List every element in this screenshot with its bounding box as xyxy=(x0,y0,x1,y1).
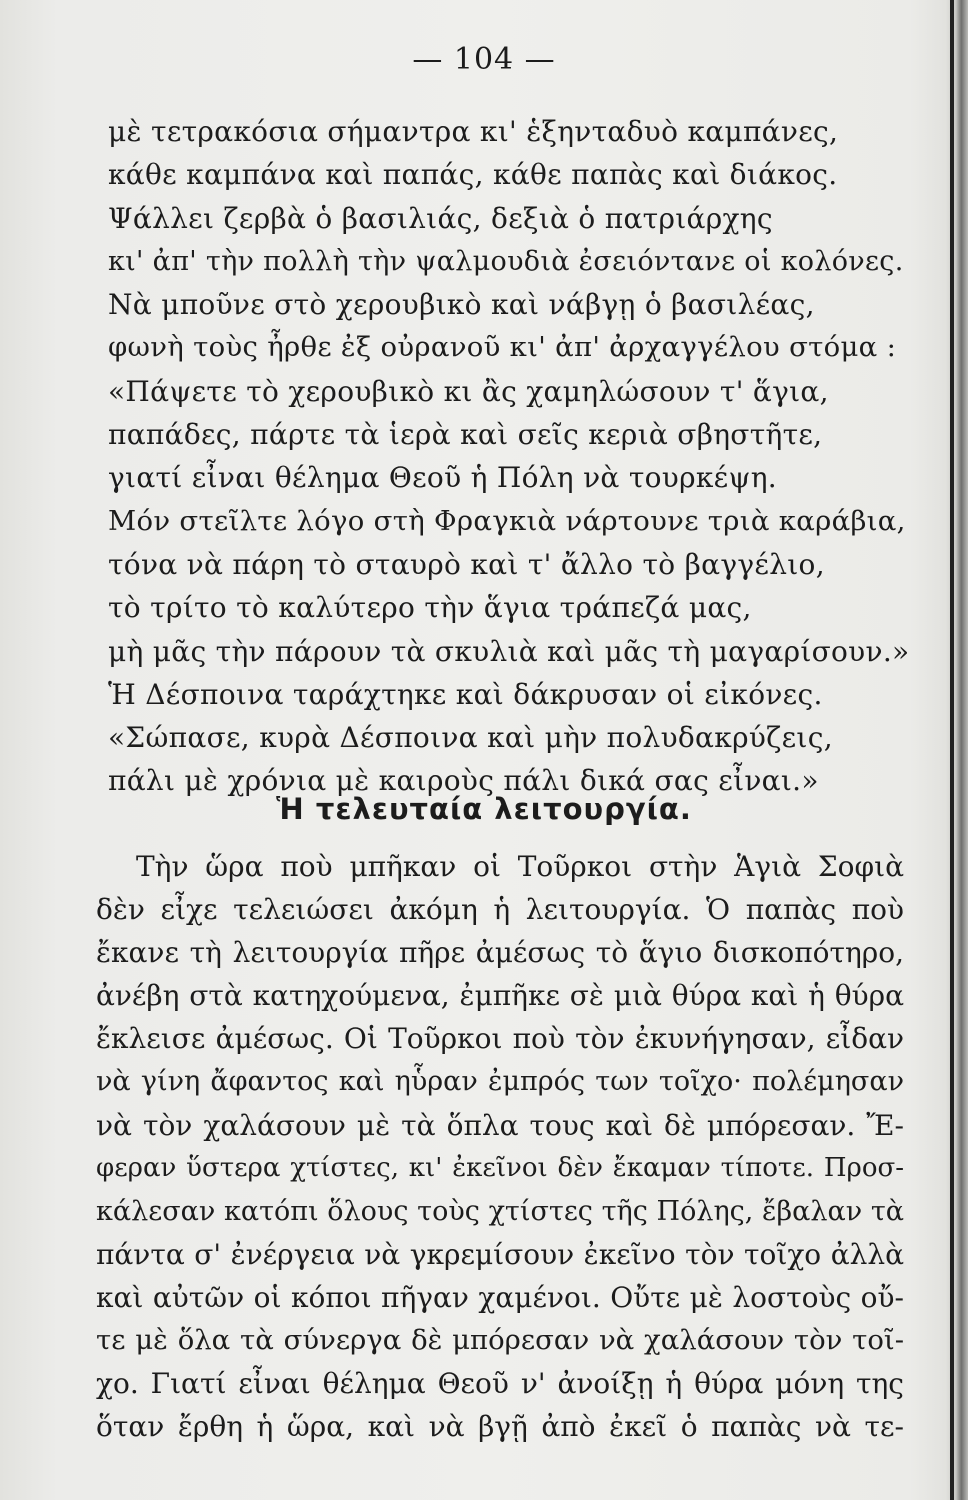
poem-line: Νὰ μποῦνε στὸ χερουβικὸ καὶ νάβγῃ ὁ βασιλέας, xyxy=(108,288,815,322)
poem-line: «Πάψετε τὸ χερουβικὸ κι ἂς χαμηλώσουν τ' ἅγια, xyxy=(108,374,829,408)
poem-line: μὲ τετρακόσια σήμαντρα κι' ἑξηνταδυὸ καμπάνες, xyxy=(108,115,839,148)
prose-line: δὲν εἶχε τελειώσει ἀκόμη ἡ λειτουργία. Ὁ παπὰς ποὺ xyxy=(96,893,904,927)
prose-line: τε μὲ ὅλα τὰ σύνεργα δὲ μπόρεσαν νὰ χαλάσουν τὸν τοῖ- xyxy=(96,1324,904,1357)
poem-line: γιατί εἶναι θέλημα Θεοῦ ἡ Πόλη νὰ τουρκέψη. xyxy=(108,461,777,495)
poem-line: κι' ἀπ' τὴν πολλὴ τὴν ψαλμουδιὰ ἐσειόντανε οἱ κολόνες. xyxy=(108,245,904,277)
prose-line: νὰ γίνη ἄφαντος καὶ ηὗραν ἐμπρός των τοῖχο· πολέμησαν xyxy=(96,1066,904,1098)
prose-line: χο. Γιατί εἶναι θέλημα Θεοῦ ν' ἀνοίξῃ ἡ θύρα μόνη της xyxy=(96,1367,904,1401)
prose-line: ἀνέβη στὰ κατηχούμενα, ἐμπῆκε σὲ μιὰ θύρα καὶ ἡ θύρα xyxy=(96,979,904,1013)
prose-line: ἔκλεισε ἀμέσως. Οἱ Τοῦρκοι ποὺ τὸν ἐκυνήγησαν, εἶδαν xyxy=(96,1022,904,1056)
prose-line: νὰ τὸν χαλάσουν μὲ τὰ ὅπλα τους καὶ δὲ μπόρεσαν. Ἔ- xyxy=(96,1108,904,1142)
poem-line: Ψάλλει ζερβὰ ὁ βασιλιάς, δεξιὰ ὁ πατριάρχης xyxy=(108,201,773,235)
prose-line: Τὴν ὥρα ποὺ μπῆκαν οἱ Τοῦρκοι στὴν Ἁγιὰ Σοφιὰ xyxy=(136,850,904,883)
poem-block xyxy=(108,110,908,803)
prose-line: πάντα σ' ἐνέργεια νὰ γκρεμίσουν ἐκεῖνο τὸν τοῖχο ἀλλὰ xyxy=(96,1237,904,1271)
prose-line: ἔκανε τὴ λειτουργία πῆρε ἀμέσως τὸ ἅγιο δισκοπότηρο, xyxy=(96,936,904,970)
prose-line: κάλεσαν κατόπι ὅλους τοὺς χτίστες τῆς Πόλης, ἔβαλαν τὰ xyxy=(96,1195,904,1227)
prose-block xyxy=(96,845,904,1448)
page-number: — 104 — xyxy=(412,42,556,77)
poem-line: τόνα νὰ πάρη τὸ σταυρὸ καὶ τ' ἄλλο τὸ βαγγέλιο, xyxy=(108,547,825,581)
prose-line: ὅταν ἔρθη ἡ ὥρα, καὶ νὰ βγῇ ἀπὸ ἐκεῖ ὁ παπὰς νὰ τε- xyxy=(96,1410,904,1444)
poem-line: φωνὴ τοὺς ἦρθε ἐξ οὐρανοῦ κι' ἀπ' ἀρχαγγέλου στόμα : xyxy=(108,331,897,364)
poem-line: Μόν στεῖλτε λόγο στὴ Φραγκιὰ νάρτουνε τριὰ καράβια, xyxy=(108,504,906,537)
poem-line: Ἡ Δέσποινα ταράχτηκε καὶ δάκρυσαν οἱ εἰκόνες. xyxy=(108,677,823,711)
poem-line: τὸ τρίτο τὸ καλύτερο τὴν ἅγια τράπεζά μας, xyxy=(108,591,752,625)
prose-line: καὶ αὐτῶν οἱ κόποι πῆγαν χαμένοι. Οὔτε μὲ λοστοὺς οὔ- xyxy=(96,1280,904,1314)
poem-line: παπάδες, πάρτε τὰ ἱερὰ καὶ σεῖς κεριὰ σβηστῆτε, xyxy=(108,418,823,452)
poem-line: μὴ μᾶς τὴν πάρουν τὰ σκυλιὰ καὶ μᾶς τὴ μαγαρίσουν.» xyxy=(108,634,910,668)
poem-line: πάλι μὲ χρόνια μὲ καιροὺς πάλι δικά σας εἶναι.» xyxy=(108,764,819,798)
prose-line: φεραν ὕστερα χτίστες, κι' ἐκεῖνοι δὲν ἔκαμαν τίποτε. Προσ- xyxy=(96,1152,904,1183)
spine-edge xyxy=(950,0,954,1500)
section-title: Ἡ τελευταία λειτουργία. xyxy=(276,792,692,826)
poem-line: κάθε καμπάνα καὶ παπάς, κάθε παπὰς καὶ διάκος. xyxy=(108,158,838,192)
poem-line: «Σώπασε, κυρὰ Δέσποινα καὶ μὴν πολυδακρύζεις, xyxy=(108,721,833,755)
